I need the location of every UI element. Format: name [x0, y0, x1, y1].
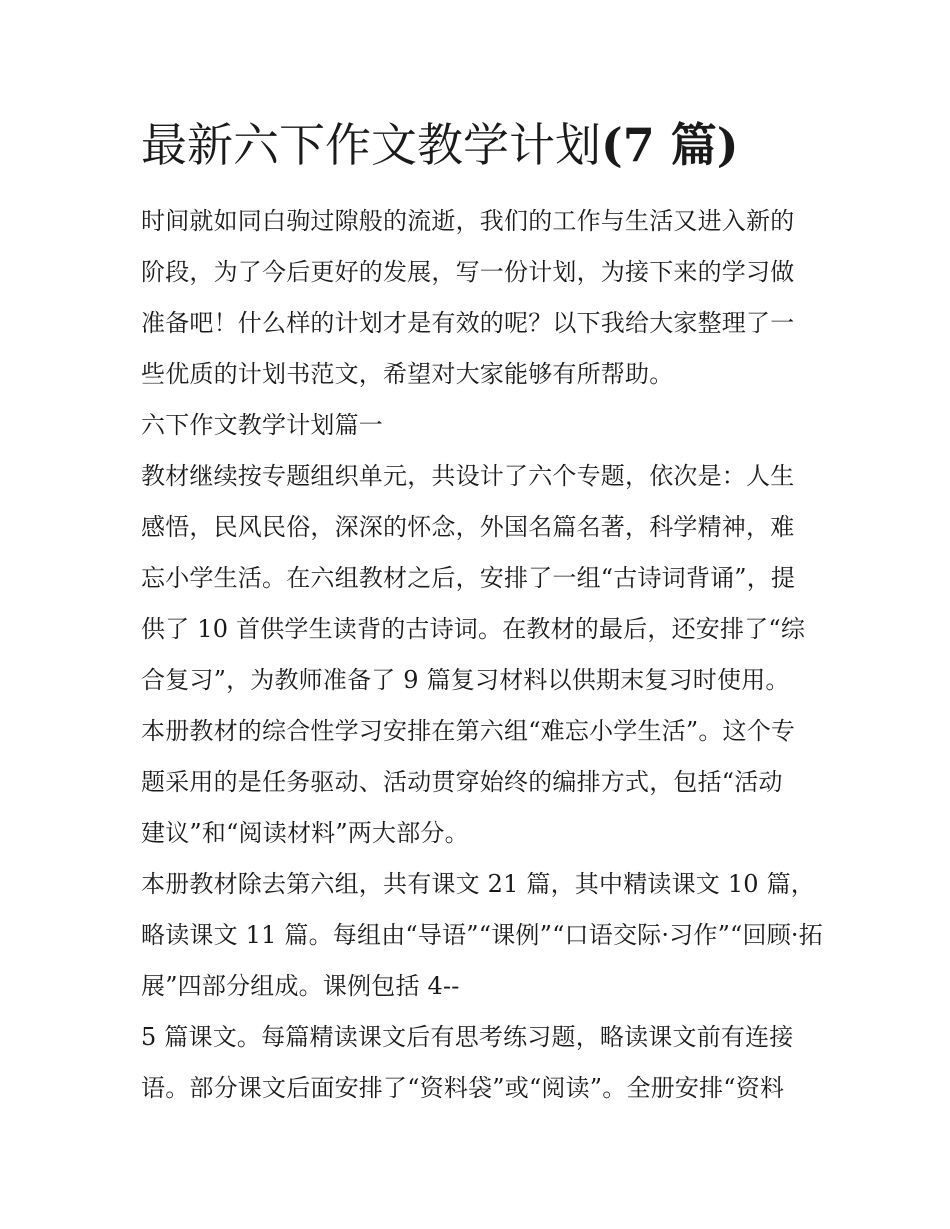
title-suffix: (7 篇)	[601, 118, 739, 172]
text-line: 本册教材的综合性学习安排在第六组“难忘小学生活”。这个专	[141, 717, 796, 745]
section-heading: 六下作文教学计划篇一	[141, 411, 383, 439]
text-line: 题采用的是任务驱动、活动贯穿始终的编排方式，包括“活动	[141, 768, 783, 796]
text-line: 略读课文 11 篇。每组由“导语”“课例”“口语交际·习作”“回顾·拓	[141, 921, 823, 949]
text-line: 忘小学生活。在六组教材之后，安排了一组“古诗词背诵”，提	[141, 564, 796, 592]
text-line: 建议”和“阅读材料”两大部分。	[141, 819, 469, 847]
text-line: 合复习”，为教师准备了 9 篇复习材料以供期末复习时使用。	[141, 666, 790, 694]
text-line: 时间就如同白驹过隙般的流逝，我们的工作与生活又进入新的	[141, 207, 795, 235]
title-main: 最新六下作文教学计划	[141, 118, 601, 172]
text-block	[141, 196, 823, 1114]
text-line: 教材继续按专题组织单元，共设计了六个专题，依次是：人生	[141, 462, 795, 490]
document-body	[141, 110, 823, 1114]
text-line: 些优质的计划书范文，希望对大家能够有所帮助。	[141, 360, 674, 388]
text-line: 展”四部分组成。课例包括 4--	[141, 972, 460, 1000]
text-line: 本册教材除去第六组，共有课文 21 篇，其中精读课文 10 篇，	[141, 870, 815, 898]
text-line: 5 篇课文。每篇精读课文后有思考练习题，略读课文前有连接	[141, 1023, 794, 1051]
text-line: 供了 10 首供学生读背的古诗词。在教材的最后，还安排了“综	[141, 615, 806, 643]
text-line: 语。部分课文后面安排了“资料袋”或“阅读”。全册安排“资料	[141, 1074, 785, 1102]
text-line: 阶段，为了今后更好的发展，写一份计划，为接下来的学习做	[141, 258, 795, 286]
document-title	[141, 110, 813, 180]
text-line: 感悟，民风民俗，深深的怀念，外国名篇名著，科学精神，难	[141, 513, 795, 541]
text-line: 准备吧！什么样的计划才是有效的呢？以下我给大家整理了一	[141, 309, 795, 337]
